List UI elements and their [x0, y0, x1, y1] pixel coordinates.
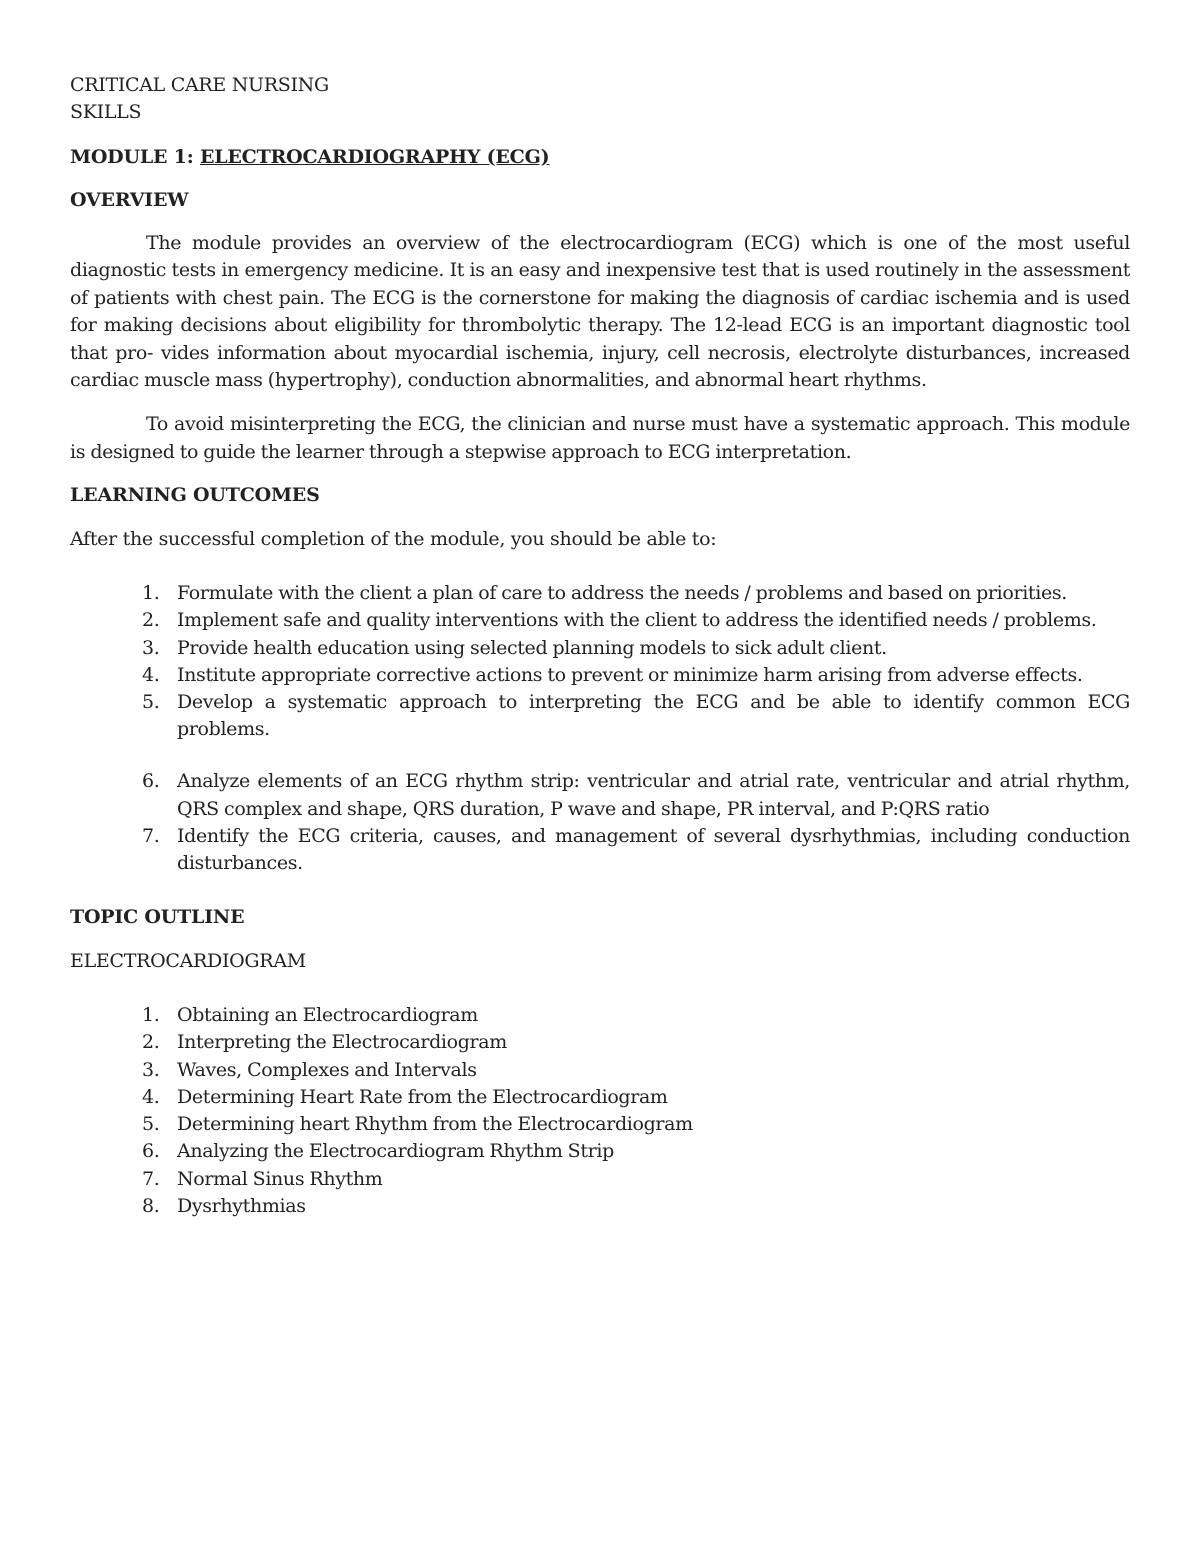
list-item-text: Identify the ECG criteria, causes, and management of several dysrhythmias, including conduction disturbances. — [177, 824, 1130, 875]
list-item-number: 3. — [142, 636, 160, 659]
list-item-text: Formulate with the client a plan of care to address the needs / problems and based on priorities. — [177, 582, 1067, 605]
topic-outline-list — [70, 1002, 1130, 1220]
module-title — [70, 144, 1130, 171]
list-item-text: Provide health education using selected planning models to sick adult client. — [177, 636, 887, 659]
learning-outcomes-heading: LEARNING OUTCOMES — [70, 484, 320, 507]
list-item — [70, 1138, 1130, 1165]
list-item-number: 4. — [142, 1085, 160, 1108]
list-item-text: Analyze elements of an ECG rhythm strip: ventricular and atrial rate, ventricular and atrial rhythm, QRS complex and shape, QRS duration, P wave and shape, PR interval, and P:QRS ratio — [177, 770, 1130, 820]
list-item — [70, 1166, 1130, 1193]
list-item-text: Determining Heart Rate from the Electrocardiogram — [177, 1085, 668, 1108]
list-item — [70, 823, 1130, 877]
list-item — [70, 580, 1130, 607]
list-item — [70, 662, 1130, 689]
list-item-text: Dysrhythmias — [177, 1194, 306, 1217]
list-item-number: 7. — [142, 1167, 160, 1190]
list-item-text: Implement safe and quality interventions with the client to address the identified needs / problems. — [177, 609, 1097, 632]
module-title-name: ELECTROCARDIOGRAPHY (ECG) — [199, 146, 550, 168]
list-item-text: Obtaining an Electrocardiogram — [177, 1004, 478, 1027]
overview-paragraph-1: The module provides an overview of the electrocardiogram (ECG) which is one of the most useful diagnostic tests in emergency medicine. It is an easy and inexpensive test that is used routinely in the assessment of patients with chest pain. The ECG is the cornerstone for making the diagnosis of cardiac ischemia and is used for making decisions about eligibility for thrombolytic therapy. The 12-lead ECG is an important diagnostic tool that pro- vides information about myocardial ischemia, injury, cell necrosis, electrolyte disturbances, increased cardiac muscle mass (hypertrophy), conduction abnormalities, and abnormal heart rhythms. — [70, 232, 1130, 392]
list-item-text: Analyzing the Electrocardiogram Rhythm Strip — [177, 1140, 614, 1163]
list-item-text: Waves, Complexes and Intervals — [177, 1058, 477, 1081]
list-item-text: Develop a systematic approach to interpreting the ECG and be able to identify common ECG problems. — [177, 691, 1130, 741]
list-item — [70, 689, 1130, 743]
list-item — [70, 607, 1130, 634]
topic-outline-subheading: ELECTROCARDIOGRAM — [70, 950, 306, 973]
list-item-number: 2. — [142, 609, 160, 632]
overview-paragraph-2: To avoid misinterpreting the ECG, the clinician and nurse must have a systematic approach. This module is designed to guide the learner through a stepwise approach to ECG interpretation. — [70, 413, 1130, 463]
list-item — [70, 768, 1130, 822]
list-item — [70, 1002, 1130, 1029]
list-item-text: Normal Sinus Rhythm — [177, 1167, 383, 1190]
list-item-number: 6. — [142, 1140, 160, 1163]
list-item-number: 8. — [142, 1194, 160, 1217]
list-item-text: Interpreting the Electrocardiogram — [177, 1031, 507, 1054]
list-item — [70, 1193, 1130, 1220]
learning-outcomes-intro: After the successful completion of the module, you should be able to: — [70, 528, 717, 551]
list-item — [70, 1029, 1130, 1056]
list-item-number: 1. — [142, 1004, 160, 1027]
overview-heading: OVERVIEW — [70, 189, 189, 211]
list-item — [70, 1084, 1130, 1111]
list-item-number: 7. — [142, 824, 160, 847]
module-title-prefix: MODULE 1: — [70, 146, 200, 168]
list-item — [70, 1057, 1130, 1084]
list-item-number: 3. — [142, 1058, 160, 1081]
list-item-number: 4. — [142, 663, 160, 686]
course-title-line-1: CRITICAL CARE NURSING — [70, 74, 329, 96]
list-item-number: 5. — [142, 691, 160, 714]
list-item-number: 1. — [142, 582, 160, 605]
list-item-text: Determining heart Rhythm from the Electrocardiogram — [177, 1113, 693, 1136]
list-item-number: 2. — [142, 1031, 160, 1054]
list-item-text: Institute appropriate corrective actions to prevent or minimize harm arising from adverse effects. — [177, 663, 1083, 686]
list-item-number: 6. — [142, 770, 160, 793]
list-item — [70, 635, 1130, 662]
list-item — [70, 1111, 1130, 1138]
course-title-line-2: SKILLS — [70, 101, 142, 123]
topic-outline-heading: TOPIC OUTLINE — [70, 906, 245, 929]
learning-outcomes-list — [70, 580, 1130, 877]
list-item-number: 5. — [142, 1113, 160, 1136]
